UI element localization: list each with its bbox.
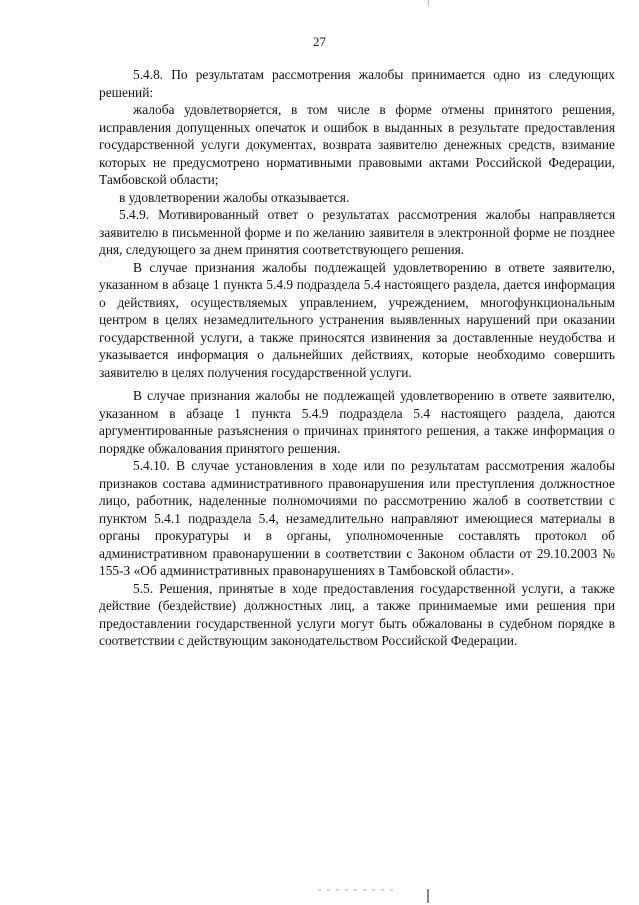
paragraph-5-4-9: 5.4.9. Мотивированный ответ о результатах рассмотрения жалобы направляется заявителю в письменной форме и по желанию заявителя в электронной форме не позднее дня, следующего за днем принятия соответствующего решения. bbox=[99, 207, 615, 257]
paragraph-complaint-denied: в удовлетворении жалобы отказывается. bbox=[119, 189, 350, 205]
page-number: 27 bbox=[313, 34, 326, 49]
paragraph-satisfied-response: В случае признания жалобы подлежащей удовлетворению в ответе заявителю, указанном в абзаце 1 пункта 5.4.9 подраздела 5.4 настоящего раздела, дается информация о действиях, осуществляемых управлением, учреждением, многофункциональным центром в целях незамедлительного устранения выявленных нарушений при оказании государственной услуги, а также приносятся извинения за доставленные неудобства и указывается информация о дальнейших действиях, которые необходимо совершить заявителю в целях получения государственной услуги. bbox=[99, 259, 615, 380]
scan-artifact-top bbox=[428, 0, 429, 6]
scan-artifact-bottom bbox=[427, 889, 429, 903]
paragraph-complaint-satisfied: жалоба удовлетворяется, в том числе в форме отмены принятого решения, исправления допущенных опечаток и ошибок в выданных в результате предоставления государственной услуги документах, возврата заявителю денежных средств, взимание которых не предусмотрено нормативными правовыми актами Российской Федерации, Тамбовской области; bbox=[99, 102, 615, 187]
paragraph-unsatisfied-response: В случае признания жалобы не подлежащей удовлетворению в ответе заявителю, указанном в абзаце 1 пункта 5.4.9 подраздела 5.4 настоящего раздела, даются аргументированные разъяснения о причинах принятого решения, а также информация о порядке обжалования принятого решения. bbox=[99, 388, 615, 456]
paragraph-5-4-10: 5.4.10. В случае установления в ходе или по результатам рассмотрения жалобы признаков состава административного правонарушения или преступления должностное лицо, работник, наделенные полномочиями по рассмотрению жалоб в соответствии с пунктом 5.4.1 подраздела 5.4, незамедлительно направляют имеющиеся материалы в органы прокуратуры и в органы, уполномоченные составлять протокол об административном правонарушении в соответствии с Законом области от 29.10.2003 № 155-З «Об административных правонарушениях в Тамбовской области». bbox=[99, 458, 615, 578]
paragraph-5-4-8: 5.4.8. По результатам рассмотрения жалобы принимается одно из следующих решений: bbox=[99, 67, 615, 100]
scan-artifact-dots bbox=[318, 889, 398, 891]
paragraph-5-5: 5.5. Решения, принятые в ходе предоставления государственной услуги, а также действие (бездействие) должностных лиц, а также принимаемые ими решения при предоставлении государственной услуги могут быть обжалованы в судебном порядке в соответствии с действующим законодательством Российской Федерации. bbox=[99, 580, 615, 648]
document-body bbox=[99, 66, 615, 650]
